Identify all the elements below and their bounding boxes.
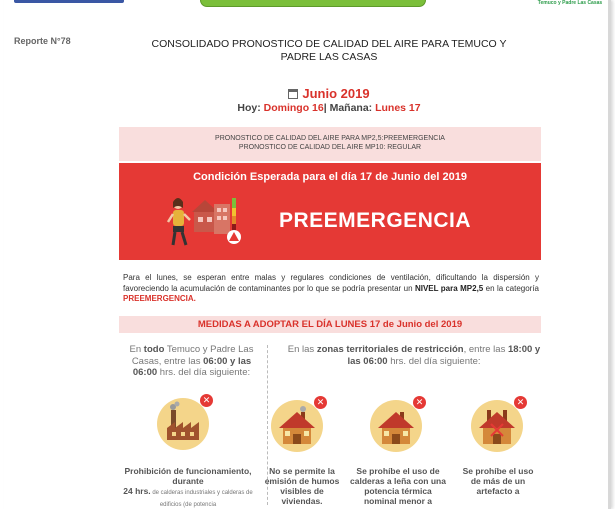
caption-industrial-boilers [122,466,254,509]
tomorrow-value: Lunes 17 [375,102,421,114]
caption-multiple-stoves: Se prohíbe el uso de más de un artefacto a [462,466,534,496]
left-intro-b2: 06:00 y las 06:00 [132,355,252,378]
paragraph-level: NIVEL para MP2,5 [414,283,484,293]
prohibited-mark-icon: ✕ [200,394,213,407]
title-line-1: CONSOLIDADO PRONOSTICO DE CALIDAD DEL AIRE PARA TEMUCO Y [151,38,507,50]
document-page [4,0,611,509]
month-year: Junio 2019 [302,86,370,101]
caption-1-main: Prohibición de funcionamiento, durante [124,466,252,486]
ministry-logo [14,0,124,3]
caption-wood-boilers: Se prohíbe el uso de calderas a leña con una potencia térmica nominal menor a [350,466,446,506]
caption-1-detail: de calderas industriales y calderas de edificios (de potencia [150,490,253,508]
left-column-intro [129,344,254,379]
tomorrow-label: | Mañana: [323,102,376,114]
right-intro-t3: hrs. del día siguiente: [387,355,481,367]
forecast-mp10: PRONOSTICO DE CALIDAD DEL AIRE MP10: REGULAR [238,144,422,151]
left-intro-t1: En [129,344,144,355]
house-multiple-stoves-icon [471,400,523,452]
prohibited-mark-icon: ✕ [314,396,327,409]
right-column-intro [284,344,544,367]
condition-banner [119,163,541,260]
factory-icon [157,398,209,450]
right-intro-b1: zonas territoriales de restricción [316,344,464,355]
right-intro-b2: 18:00 y las 06:00 [347,344,541,367]
prohibited-mark-icon: ✕ [514,396,527,409]
factory-icon-badge [157,395,211,450]
month-heading [144,86,514,101]
paragraph-category: PREEMERGENCIA. [123,294,196,303]
today-label: Hoy: [237,102,264,114]
paragraph-text-2: en la categoría [483,283,540,293]
forecast-explanation [123,273,539,305]
right-intro-t2: , entre las [463,344,508,355]
house-boiler-icon [370,400,422,452]
caption-visible-smoke: No se permite la emisión de humos visibles de viviendas. [264,466,340,506]
house-multiple-stoves-icon-badge [471,397,525,452]
municipality-logo: Temuco y Padre Las Casas [537,0,603,6]
document-title [124,38,534,64]
title-line-2: PADRE LAS CASAS [280,51,378,63]
woman-coughing-pollution-illustration [164,190,254,250]
calendar-icon [288,89,298,99]
measures-title: MEDIDAS A ADOPTAR EL DÍA LUNES 17 de Junio del 2019 [119,316,541,333]
prohibited-mark-icon: ✕ [413,396,426,409]
house-smoke-icon [271,400,323,452]
forecast-mp25: PRONOSTICO DE CALIDAD DEL AIRE PARA MP2,5:PREEMERGENCIA [215,135,445,142]
left-intro-b1: todo [143,344,165,355]
house-smoke-icon-badge [271,397,325,452]
right-intro-t1: En las [287,344,317,355]
program-banner-logo [200,0,426,7]
today-value: Domingo 16 [263,102,324,114]
caption-1-hours: 24 hrs. [123,486,151,496]
report-number: Reporte N°78 [14,36,71,46]
today-tomorrow-line [144,102,514,114]
forecast-box [119,127,541,161]
left-intro-t2: Temuco y Padre Las Casas, entre las [131,344,254,367]
condition-status: PREEMERGENCIA [279,209,472,232]
house-boiler-icon-badge [370,397,424,452]
left-intro-t3: hrs. del día siguiente: [157,367,251,378]
header-strip [4,0,611,8]
paragraph-text-1: Para el lunes, se esperan entre malas y regulares condiciones de ventilación, dificultando la dispersión y favoreciendo la acumulación de contaminantes por lo que se podría presentar un [123,273,539,293]
condition-title: Condición Esperada para el día 17 de Junio del 2019 [193,171,467,183]
